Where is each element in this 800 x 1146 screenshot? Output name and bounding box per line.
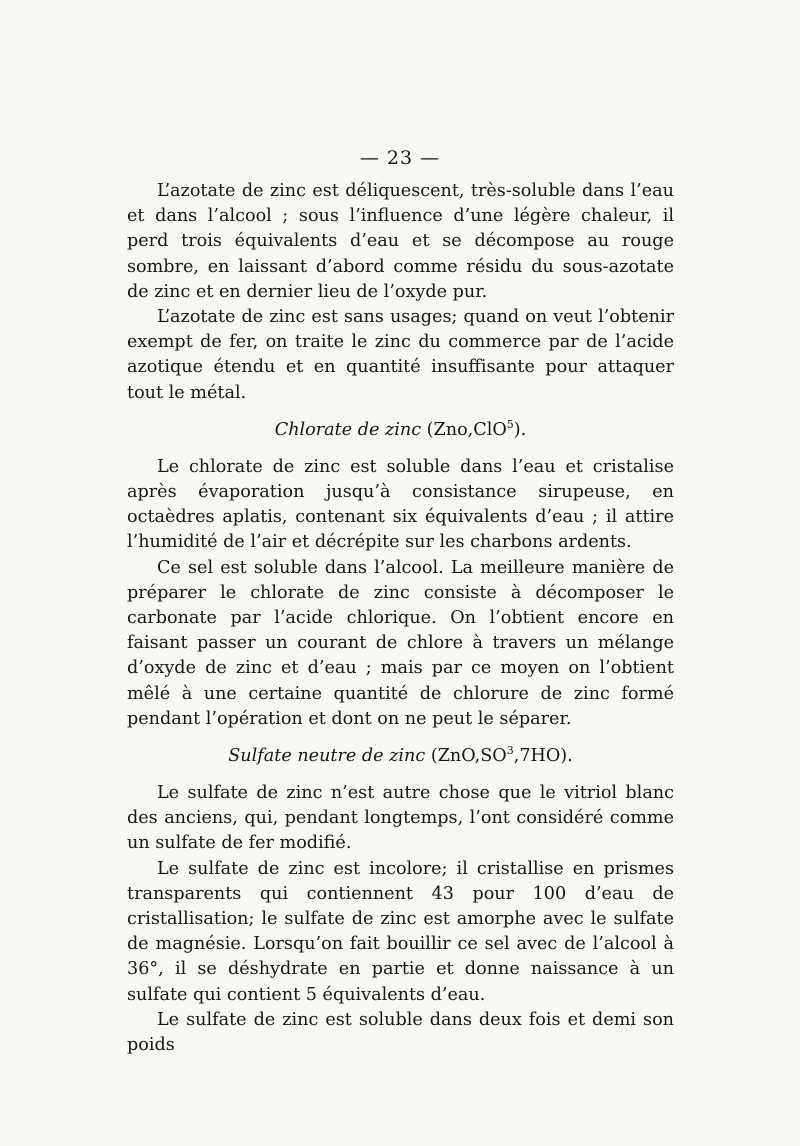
paragraph-sulfate-properties: Le sulfate de zinc est incolore; il cristallise en prismes transparents qui contiennent 43 pour 100 d’eau de cristallisation; le sulfate de zinc est amorphe avec le sulfate de magnésie. Lorsqu’on fait bouillir ce sel avec de l’alcool à 36°, il se déshydrate en partie et donne naissance à un sulfate qui contient 5 équivalents d’eau. xyxy=(127,858,674,1005)
paragraph-chlorate-preparation: Ce sel est soluble dans l’alcool. La meilleure manière de préparer le chlorate de zinc consiste à décomposer le carbonate par l’acide chlorique. On l’obtient encore en faisant passer un courant de chlore à travers un mélange d’oxyde de zinc et d’eau ; mais par ce moyen on l’obtient mêlé à une certaine quantité de chlorure de zinc formé pendant l’opération et dont on ne peut le séparer. xyxy=(127,557,674,729)
section-heading-sulfate xyxy=(127,744,674,768)
paragraph-sulfate-history: Le sulfate de zinc n’est autre chose que le vitriol blanc des anciens, qui, pendant longtemps, l’ont considéré comme un sulfate de fer modifié. xyxy=(127,783,674,854)
heading-title: Sulfate neutre de zinc xyxy=(228,746,426,767)
section-heading-chlorate xyxy=(127,418,674,442)
paragraph-chlorate-properties: Le chlorate de zinc est soluble dans l’eau et cristalise après évaporation jusqu’à consistance sirupeuse, en octaèdres aplatis, contenant six équivalents d’eau ; il attire l’humidité de l’air et décrépite sur les charbons ardents. xyxy=(127,456,674,553)
chemical-formula: (Zno,ClO$^5$). xyxy=(426,417,527,440)
page-number: — 23 — xyxy=(359,147,441,169)
paragraph-azotate-preparation: L’azotate de zinc est sans usages; quand on veut l’obtenir exempt de fer, on traite le zinc du commerce par de l’acide azotique étendu et en quantité insuffisante pour attaquer tout le métal. xyxy=(127,307,674,403)
paragraph-azotate-properties: L’azotate de zinc est déliquescent, très-soluble dans l’eau et dans l’alcool ; sous l’influence d’une légère chaleur, il perd trois équivalents d’eau et se décompose au rouge sombre, en laissant d’abord comme résidu du sous-azotate de zinc et en dernier lieu de l’oxyde pur. xyxy=(127,181,674,302)
heading-title: Chlorate de zinc xyxy=(274,419,422,440)
paragraph-sulfate-solubility: Le sulfate de zinc est soluble dans deux fois et demi son poids xyxy=(127,1009,674,1056)
chemical-formula: $(ZnO,SO^3,7HO)$. xyxy=(430,744,573,767)
page-body xyxy=(127,179,674,1058)
